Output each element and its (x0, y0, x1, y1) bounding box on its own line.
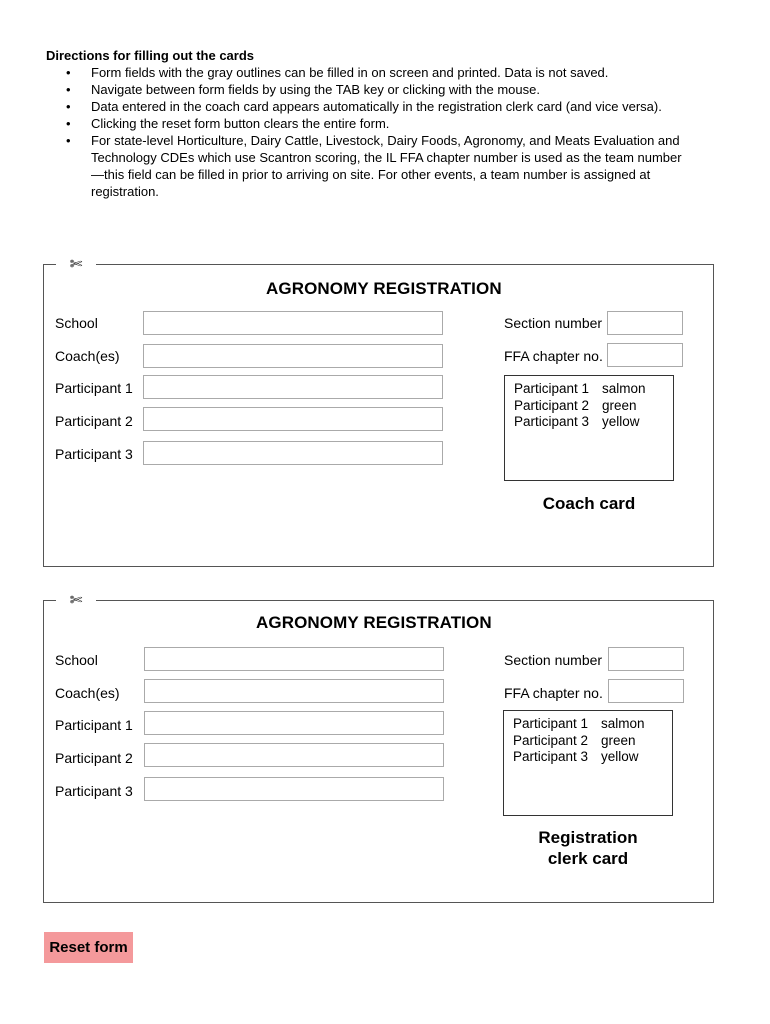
participant3-input[interactable] (143, 441, 443, 465)
directions-item: • Data entered in the coach card appears automatically in the registration clerk card (and vice versa). (46, 98, 686, 115)
chapter-number-label: FFA chapter no. (504, 348, 603, 364)
coaches-label: Coach(es) (55, 348, 120, 364)
participant1-input[interactable] (143, 375, 443, 399)
legend-color: salmon (602, 381, 646, 396)
legend-color: yellow (602, 414, 640, 429)
card-title: AGRONOMY REGISTRATION (256, 613, 492, 632)
participant1-input[interactable] (144, 711, 444, 735)
school-input[interactable] (143, 311, 443, 335)
card-caption-line: Registration (538, 828, 638, 847)
legend-row (513, 749, 672, 766)
chapter-number-label: FFA chapter no. (504, 685, 603, 701)
participant2-input[interactable] (143, 407, 443, 431)
color-legend (503, 710, 673, 816)
legend-participant: Participant 2 (514, 397, 590, 413)
legend-row (514, 398, 673, 415)
participant3-label: Participant 3 (55, 783, 133, 799)
legend-participant: Participant 1 (514, 381, 590, 396)
directions-item: • Navigate between form fields by using the TAB key or clicking with the mouse. (46, 81, 686, 98)
coach-card (43, 256, 714, 567)
legend-color: green (601, 732, 636, 748)
participant1-label: Participant 1 (55, 717, 133, 733)
legend-row (514, 381, 673, 398)
reset-form-button[interactable]: Reset form (44, 932, 133, 963)
school-input[interactable] (144, 647, 444, 671)
chapter-number-input[interactable] (607, 343, 683, 367)
card-caption: Coach card (542, 494, 636, 513)
legend-row (513, 716, 672, 733)
directions-item: • Clicking the reset form button clears the entire form. (46, 115, 686, 132)
legend-participant: Participant 2 (513, 732, 589, 748)
directions-item: • Form fields with the gray outlines can be filled in on screen and printed. Data is not saved. (46, 64, 686, 81)
chapter-number-input[interactable] (608, 679, 684, 703)
directions (46, 47, 686, 200)
section-number-input[interactable] (608, 647, 684, 671)
legend-color: yellow (601, 749, 639, 764)
section-number-label: Section number (504, 315, 603, 331)
legend-participant: Participant 3 (514, 414, 590, 429)
school-label: School (55, 652, 98, 668)
section-number-label: Section number (504, 652, 603, 668)
legend-row (513, 733, 672, 750)
participant2-label: Participant 2 (55, 750, 133, 766)
card-title: AGRONOMY REGISTRATION (266, 279, 502, 298)
legend-row (514, 414, 673, 431)
legend-color: salmon (601, 716, 645, 731)
legend-participant: Participant 1 (513, 716, 589, 731)
participant3-label: Participant 3 (55, 446, 133, 462)
coaches-input[interactable] (143, 344, 443, 368)
card-caption (503, 827, 673, 869)
participant2-label: Participant 2 (55, 413, 133, 429)
directions-list (46, 64, 686, 200)
card-caption-line: clerk card (547, 849, 629, 868)
participant3-input[interactable] (144, 777, 444, 801)
participant2-input[interactable] (144, 743, 444, 767)
directions-item: • For state-level Horticulture, Dairy Cattle, Livestock, Dairy Foods, Agronomy, and Meats Evaluation and Technology CDEs which use Scantron scoring, the IL FFA chapter number is used as the team number—this field can be filled in prior to arriving on site. For other events, a team number is assigned at registration. (46, 132, 686, 200)
school-label: School (55, 315, 98, 331)
section-number-input[interactable] (607, 311, 683, 335)
color-legend (504, 375, 674, 481)
participant1-label: Participant 1 (55, 380, 133, 396)
clerk-card (43, 592, 714, 903)
legend-color: green (602, 397, 637, 413)
legend-participant: Participant 3 (513, 749, 589, 764)
coaches-label: Coach(es) (55, 685, 120, 701)
directions-title: Directions for filling out the cards (46, 48, 255, 63)
scissors-icon: ✄ (56, 256, 96, 274)
scissors-icon: ✄ (56, 592, 96, 610)
coaches-input[interactable] (144, 679, 444, 703)
